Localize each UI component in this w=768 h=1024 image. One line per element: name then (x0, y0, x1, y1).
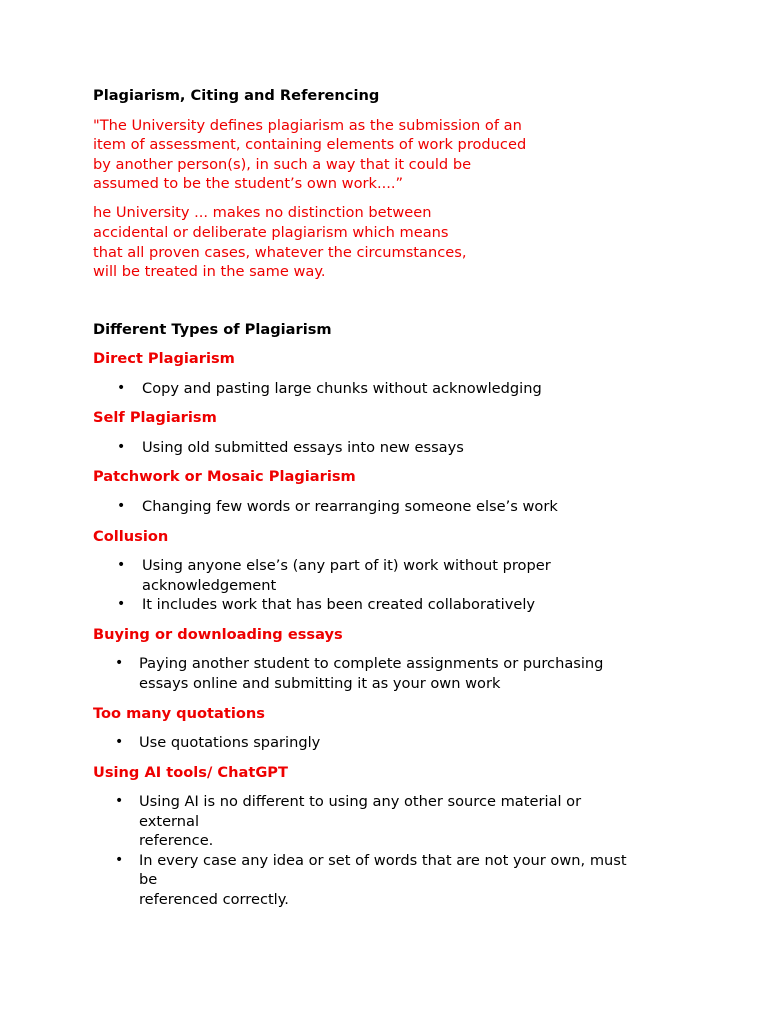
type-heading: Too many quotations (93, 704, 265, 722)
type-heading: Collusion (93, 527, 169, 545)
bullet-item (93, 497, 693, 517)
bullet-item (93, 556, 693, 595)
type-heading: Direct Plagiarism (93, 350, 235, 368)
bullet-item (93, 733, 693, 753)
bullet-icon: • (117, 438, 126, 455)
bullet-text: acknowledgement (142, 576, 277, 594)
bullet-list (93, 792, 693, 910)
bullet-item (93, 438, 693, 458)
statement-line: accidental or deliberate plagiarism which means (93, 223, 449, 241)
types-heading: Different Types of Plagiarism (93, 320, 332, 338)
document-title: Plagiarism, Citing and Referencing (93, 87, 380, 104)
quote-line: "The University defines plagiarism as the submission of an (93, 116, 522, 134)
bullet-list (93, 556, 693, 615)
bullet-text: reference. (139, 832, 214, 850)
bullet-icon: • (115, 734, 124, 750)
bullet-icon: • (115, 851, 124, 868)
bullet-list (93, 438, 693, 458)
bullet-text: essays online and submitting it as your own work (139, 674, 501, 692)
bullet-text: Using anyone else’s (any part of it) work without proper (142, 557, 551, 575)
document-content (93, 86, 693, 910)
bullet-list (93, 733, 693, 753)
statement-line: he University ... makes no distinction between (93, 204, 432, 222)
type-heading: Using AI tools/ ChatGPT (93, 763, 288, 781)
bullet-text: external (139, 812, 200, 830)
bullet-list (93, 497, 693, 517)
bullet-item (93, 851, 693, 910)
bullet-icon: • (115, 655, 124, 672)
quote-line: assumed to be the student’s own work....” (93, 175, 404, 193)
quote-line: item of assessment, containing elements of work produced (93, 136, 527, 154)
statement-paragraph (93, 203, 693, 281)
bullet-icon: • (115, 793, 124, 810)
bullet-text: referenced correctly. (139, 891, 289, 909)
bullet-text: Using AI is no different to using any other source material or (139, 793, 582, 811)
bullet-icon: • (117, 557, 126, 574)
type-heading: Buying or downloading essays (93, 625, 343, 643)
bullet-text: Use quotations sparingly (139, 734, 321, 751)
bullet-list (93, 654, 693, 693)
bullet-text: be (139, 871, 158, 889)
plagiarism-types-list (93, 349, 693, 909)
bullet-list (93, 379, 693, 399)
type-heading: Self Plagiarism (93, 409, 217, 427)
bullet-text: Using old submitted essays into new essays (142, 438, 464, 456)
bullet-item (93, 379, 693, 399)
quote-paragraph (93, 116, 693, 194)
bullet-icon: • (117, 596, 126, 613)
quote-line: by another person(s), in such a way that it could be (93, 155, 472, 173)
bullet-text: Changing few words or rearranging someone else’s work (142, 497, 558, 515)
bullet-item (93, 654, 693, 693)
bullet-text: Paying another student to complete assignments or purchasing (139, 655, 604, 673)
bullet-text: Copy and pasting large chunks without acknowledging (142, 379, 542, 397)
bullet-icon: • (117, 497, 126, 514)
bullet-item (93, 792, 693, 851)
bullet-text: It includes work that has been created collaboratively (142, 596, 536, 614)
statement-line: that all proven cases, whatever the circumstances, (93, 243, 467, 261)
type-heading: Patchwork or Mosaic Plagiarism (93, 468, 356, 486)
bullet-icon: • (117, 379, 126, 396)
bullet-text: In every case any idea or set of words that are not your own, must (139, 851, 627, 869)
bullet-item (93, 595, 693, 615)
statement-line: will be treated in the same way. (93, 263, 326, 281)
